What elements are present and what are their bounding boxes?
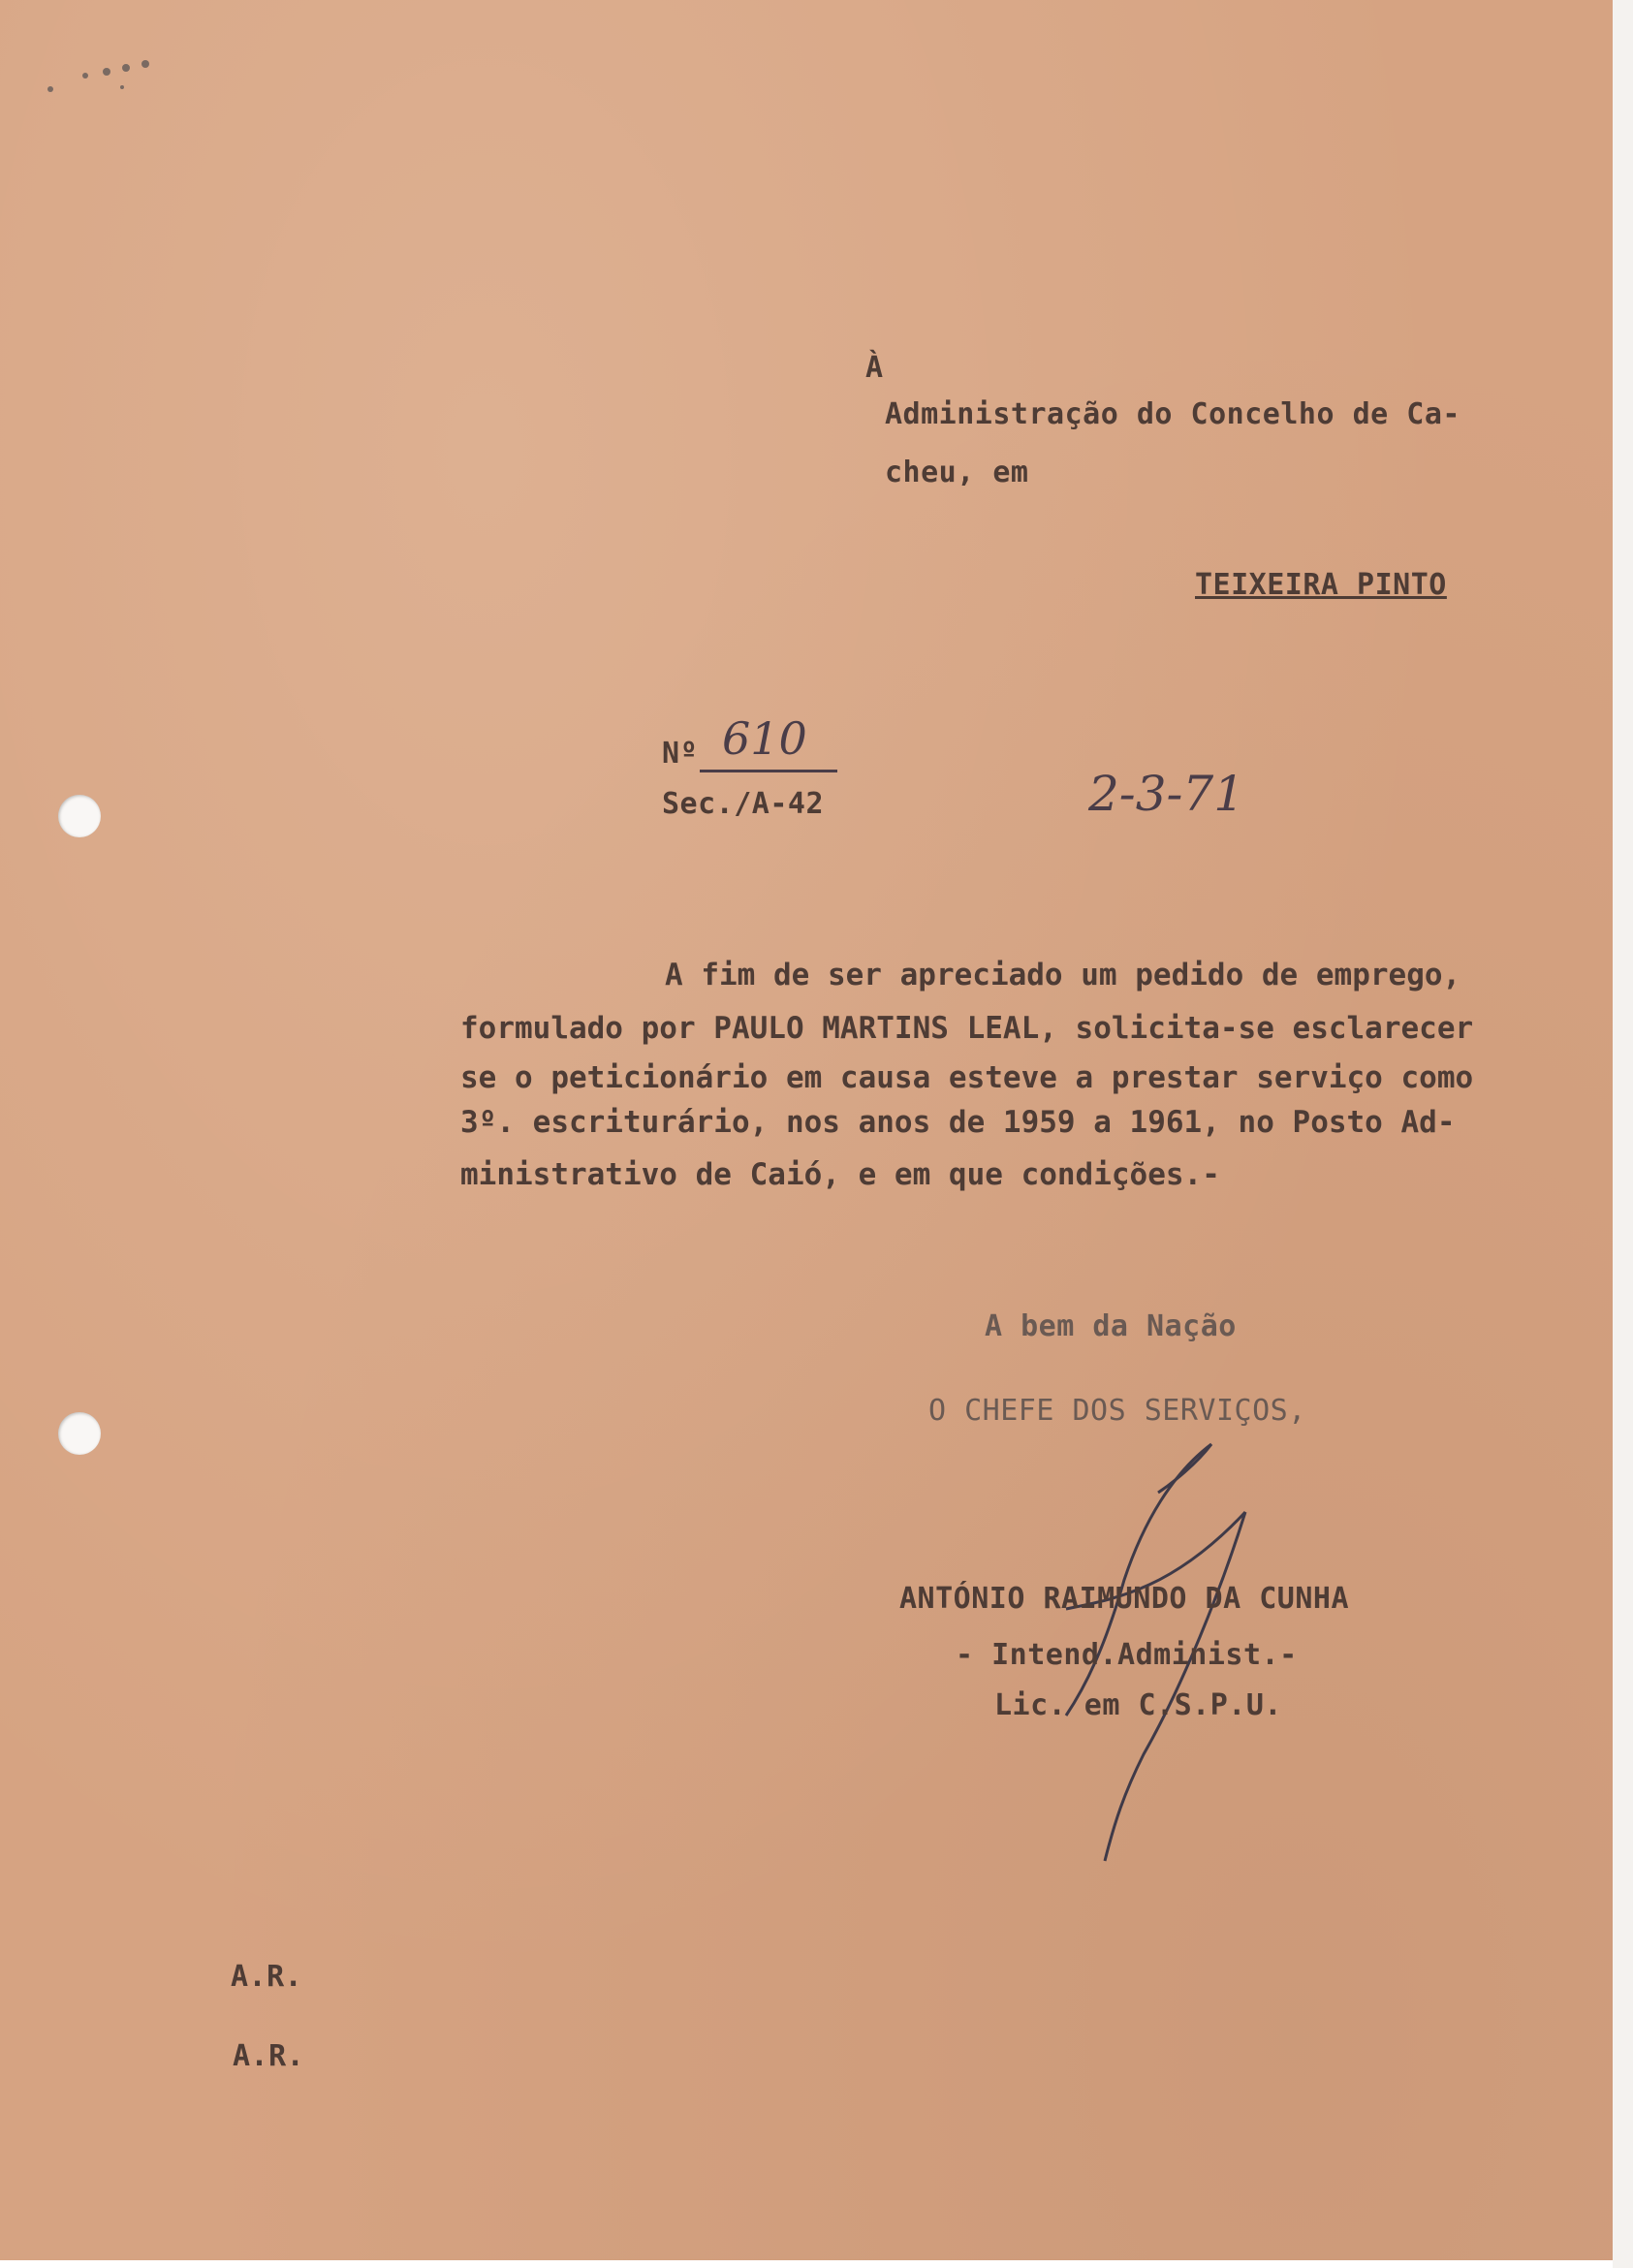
signatory-title: - Intend.Administ.- (956, 1638, 1298, 1672)
reference-number-underline (700, 770, 837, 772)
address-line-1: Administração do Concelho de Ca- (885, 397, 1460, 431)
address-place: TEIXEIRA PINTO (1195, 568, 1447, 602)
signatory-license: Lic. em C.S.P.U. (994, 1688, 1282, 1722)
closing-role: O CHEFE DOS SERVIÇOS, (928, 1394, 1306, 1428)
address-line-2: cheu, em (885, 456, 1029, 489)
address-to: À (865, 351, 884, 385)
punch-hole-bottom (58, 1412, 101, 1455)
body-line-1: A fim de ser apreciado um pedido de emprego, (665, 958, 1461, 992)
reference-number-value: 610 (722, 712, 807, 765)
footer-ar-2: A.R. (233, 2039, 305, 2073)
closing-salutation: A bem da Nação (985, 1309, 1237, 1343)
body-line-5: ministrativo de Caió, e em que condições.- (460, 1157, 1220, 1192)
reference-date: 2-3-71 (1088, 766, 1245, 822)
stain-marks (39, 48, 174, 107)
body-line-4: 3º. escriturário, nos anos de 1959 a 1961, no Posto Ad- (460, 1105, 1456, 1140)
punch-hole-top (58, 795, 101, 837)
signatory-name: ANTÓNIO RAIMUNDO DA CUNHA (899, 1582, 1350, 1616)
body-line-3: se o peticionário em causa esteve a prestar serviço como (460, 1060, 1474, 1095)
footer-ar-1: A.R. (231, 1960, 303, 1994)
reference-section: Sec./A-42 (662, 787, 825, 821)
body-line-2: formulado por PAULO MARTINS LEAL, solicita-se esclarecer (460, 1011, 1474, 1046)
scan-edge (1613, 0, 1633, 2268)
reference-number-label: Nº (662, 737, 699, 771)
